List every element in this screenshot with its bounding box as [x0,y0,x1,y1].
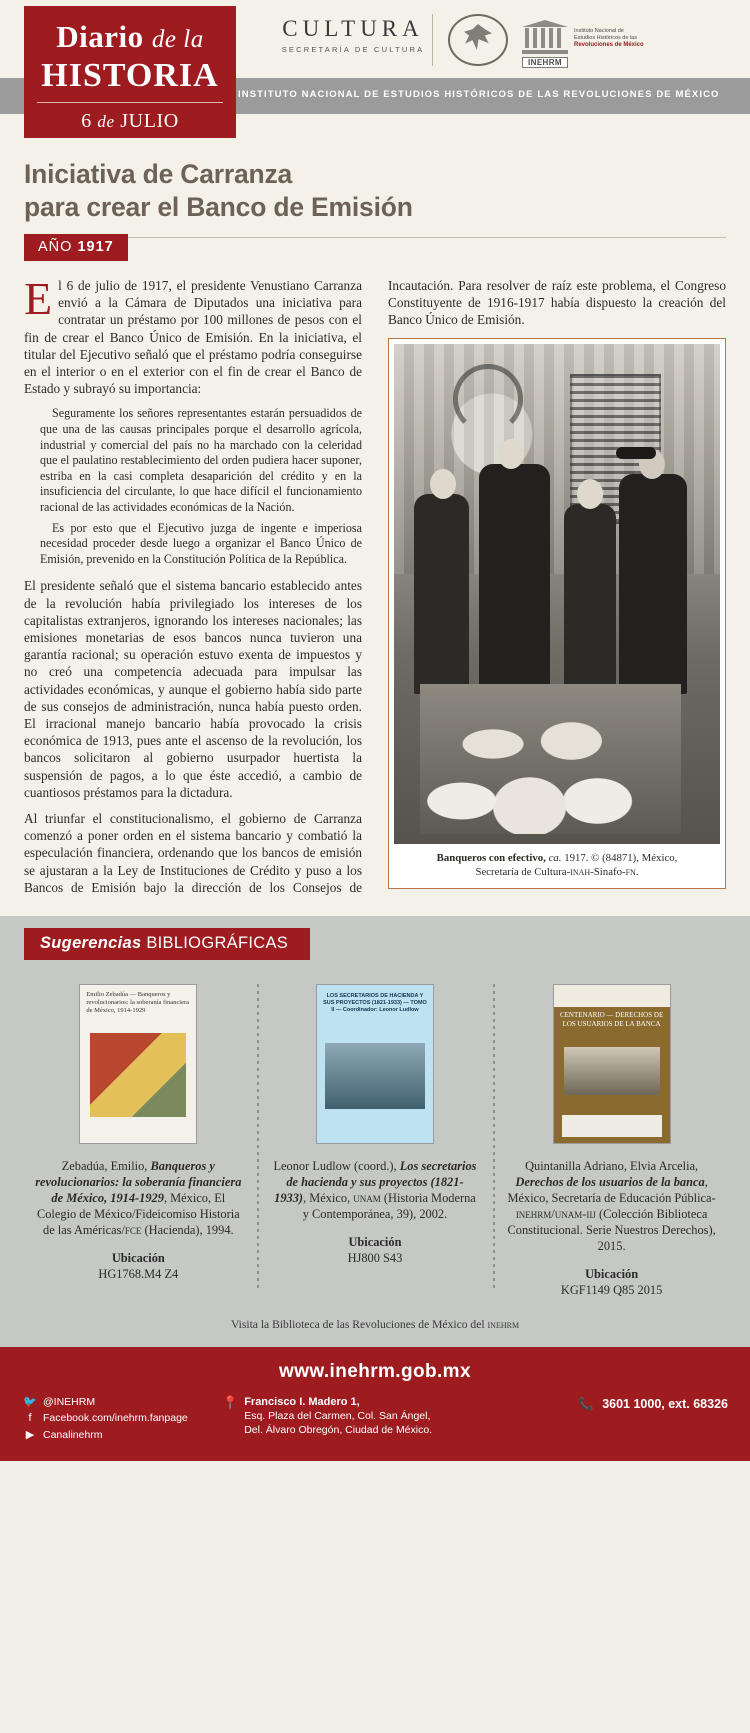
article-paragraph-2: El presidente señaló que el sistema bancario establecido antes de la revolución había privilegiado los intereses de los capitalistas extranjeros, ignorando los intereses nacionales; las emisiones monetarias de esos bancos nunca tuvieron una garantía racional; su operación estuvo exenta de impuestos y no creó una competencia adecuada para impulsar las actividades económicas, y aunque el gobierno había sido parte de sus consejos de administración, nunca había puesto orden. El irracional manejo bancario había provocado la crisis económica de 1913, pues ante el ascenso de la revolución, los bancos solicitaron al gobierno usurpador huertista la suspensión de pagos, a lo que éste accedió, a cambio de cuantiosos préstamos para la dictadura. [24,578,362,800]
ref1-tail: (Hacienda), 1994. [141,1223,234,1238]
location-value-1: HG1768.M4 Z4 [98,1267,179,1282]
inehrm-acronym: INEHRM [522,57,568,68]
location-value-3: KGF1149 Q85 2015 [560,1283,663,1298]
biblio-location-3 [507,1266,716,1298]
year-label: AÑO [38,239,73,255]
inehrm-name-line3: Revoluciones de México [574,41,644,48]
logo-divider [37,102,223,103]
map-pin-icon: 📍 [222,1395,239,1411]
caption-ca: ca. [548,851,562,864]
building-columns [525,28,565,48]
book-cover-2-art [325,1043,425,1109]
book-cover-1-text: Emilio Zebadúa — Banqueros y revolucionarios: la soberanía financiera de México, 1914-1929 [86,991,190,1015]
photo-money-sacks [420,684,681,834]
photo-arch [453,364,523,434]
title-divider [24,237,726,238]
biblio-heading-italic: Sugerencias [40,934,142,953]
location-value-2: HJ800 S43 [347,1251,403,1266]
twitter-handle: @INEHRM [43,1395,96,1408]
logo-date-de: de [97,112,115,131]
building-roof [522,20,568,27]
facebook-icon: f [28,1412,32,1425]
book-cover-3-footer [562,1115,662,1137]
historic-photo [394,344,720,844]
blockquote-paragraph-1: Seguramente los señores representantes estarán persuadidos de que una de las causas principales porque el desarrollo agrícola, industrial y comercial del país no ha marchado con la celeridad que el paulatino restablecimiento del orden pudiera hacer suponer, estriba en la casi completa desaparición del crédito y en la insuficiencia del circulante, lo que hace difícil el funcionamiento racional de las actividades económicas de la Nación. [40,406,362,514]
page-title-line1: Iniciativa de Carranza [24,159,293,189]
youtube-link[interactable] [22,1428,222,1441]
book-cover-3-band [554,985,670,1007]
phone-number: 3601 1000, ext. 68326 [602,1397,728,1412]
facebook-handle: Facebook.com/inehrm.fanpage [43,1412,188,1425]
website-link[interactable]: www.inehrm.gob.mx [279,1361,471,1383]
logo-word-diario: Diario [56,19,144,54]
biblio-header [0,916,750,970]
photo-head-2 [498,439,524,469]
photo-hat [616,447,656,459]
inehrm-name-line1: Instituto Nacional de [574,27,624,34]
library-note [0,1312,750,1347]
book-cover-3-art [564,1047,660,1095]
ref3-title: Derechos de los usuarios de la banca [515,1175,705,1190]
logo-word-historia: HISTORIA [41,57,219,94]
library-note-inehrm: inehrm [487,1318,520,1332]
page-footer [0,1347,750,1461]
ref3-publisher: , México, Secretaría de Educación Pública- [507,1175,716,1206]
page-header [0,0,750,140]
photo-head-3 [577,479,603,509]
book-cover-2 [316,984,434,1144]
page-title [24,158,726,224]
location-label-3: Ubicación [585,1267,639,1282]
figure-caption [394,844,720,883]
inehrm-logo [522,14,722,67]
phone-block[interactable] [528,1395,728,1412]
logo-date-day: 6 [81,110,92,132]
biblio-badge [24,928,310,960]
inehrm-name-line2: Estudios Históricos de las [574,34,637,41]
ref1-publisher: , México, El Colegio de México/Fideicomiso Historia de las Américas/ [36,1191,240,1238]
caption-inah: inah [570,865,591,878]
caption-period: . [635,865,639,878]
article-blockquote [40,406,362,567]
library-note-text: Visita la Biblioteca de las Revoluciones de México del [230,1318,488,1332]
biblio-reference-1 [34,1158,243,1238]
inehrm-building-icon [522,20,568,67]
twitter-icon: 🐦 [23,1396,37,1409]
article-paragraph-1-text: l 6 de julio de 1917, el presidente Venustiano Carranza envió a la Cámara de Diputados una iniciativa para contratar un préstamo por 100 millones de pesos con el fin de crear el Banco Único de Emisión. En la iniciativa, el titular del Ejecutivo señaló que el préstamo podría conseguirse en el interior o en el exterior con el fin de crear el Banco de Estado y subrayó su importancia: [24,278,362,397]
caption-credit: 1917. © (84871), México, [564,851,678,864]
institute-strip-text: INSTITUTO NACIONAL DE ESTUDIOS HISTÓRICOS DE LAS REVOLUCIONES DE MÉXICO [238,89,720,100]
logo-date-month: JULIO [120,110,179,132]
ref1-smallcaps: fce [124,1223,142,1238]
year-badge [24,234,128,261]
social-links [22,1395,222,1445]
photo-person-4 [619,474,687,694]
ref2-smallcaps: unam [353,1191,381,1206]
year-value: 1917 [77,239,114,255]
book-cover-1 [79,984,197,1144]
footer-row [22,1395,728,1445]
ref2-title: Los secretarios de hacienda y sus proyectos (1821-1933) [274,1159,477,1206]
article-paragraph-3: Al triunfar el constitucionalismo, el gobierno de Carranza comenzó a poner orden en el sistema bancario y combatió la especulación financiera, ordenando que los bancos de emisión se ajustaran a la Ley de Instituciones de Crédito y puso a los Bancos de Emisión bajo la dirección de los Consejos de Incautación. Para resolver de raíz este problema, el Congreso Constituyente de 1916-1917 había dispuesto la creación del Banco Único de Emisión. [24,278,726,895]
ref2-author: Leonor Ludlow (coord.), [273,1159,400,1174]
photo-person-1 [414,494,469,694]
biblio-list [0,970,750,1312]
photo-head-1 [430,469,456,499]
ref2-publisher: , México, [303,1191,354,1206]
location-label-1: Ubicación [111,1251,165,1266]
cultura-subtitle: SECRETARÍA DE CULTURA [281,45,425,54]
ref1-author: Zebadúa, Emilio, [61,1159,151,1174]
ref3-smallcaps: inehrm/unam-iij [515,1207,596,1222]
ref3-tail: (Colección Biblioteca Constitucional. Serie Nuestros Derechos), 2015. [507,1207,716,1254]
building-base [522,50,568,54]
cultura-logo [278,16,428,54]
ref2-tail: (Historia Moderna y Contemporánea, 39), 2002. [302,1191,476,1222]
twitter-link[interactable] [22,1395,222,1408]
caption-fn: fn [625,865,636,878]
mexico-coat-of-arms-icon [442,10,514,70]
article-body [0,261,750,916]
address-lines [244,1395,432,1437]
caption-source: Secretaría de Cultura- [475,865,571,878]
logo-separator [432,14,433,66]
address-line-3: Del. Álvaro Obregón, Ciudad de México. [244,1424,433,1437]
caption-sinafo: -Sinafo- [590,865,626,878]
caption-title: Banqueros con efectivo, [436,851,546,864]
youtube-inehrm: inehrm [70,1428,103,1441]
biblio-item-3 [493,978,730,1298]
location-label-2: Ubicación [348,1235,402,1250]
book-cover-1-art [90,1033,186,1117]
article-paragraph-1: E l 6 de julio de 1917, el presidente Venustiano Carranza envió a la Cámara de Diputados una iniciativa para contratar un préstamo por 100 millones de pesos con el fin de crear el Banco Único de Emisión. En la iniciativa, el titular del Ejecutivo señaló que el préstamo podría conseguirse en el interior o en el exterior con el fin de crear el Banco de Estado y subrayó su importancia: [24,273,362,397]
biblio-item-2 [257,978,494,1298]
facebook-link[interactable] [22,1412,222,1424]
youtube-label: Canal [43,1428,71,1441]
biblio-reference-3 [507,1158,716,1254]
book-cover-3 [553,984,671,1144]
youtube-icon: ▶ [25,1429,35,1442]
article-figure [388,338,726,889]
biblio-reference-2 [271,1158,480,1222]
diario-de-la-historia-logo [24,6,236,138]
address-line-2: Esq. Plaza del Carmen, Col. San Ángel, [244,1410,431,1423]
phone-icon: 📞 [578,1397,594,1412]
ref1-title: Banqueros y revolucionarios: la soberanía financiera de México, 1914-1929 [35,1159,242,1206]
biblio-item-1 [20,978,257,1298]
cultura-name: CULTURA [282,16,424,41]
title-band [0,140,750,261]
photo-person-3 [564,504,616,694]
book-cover-3-text: CENTENARIO — DERECHOS DE LOS USUARIOS DE LA BANCA [559,1011,664,1029]
blockquote-paragraph-2: Es por esto que el Ejecutivo juzga de ingente e imperiosa necesidad proceder desde luego a organizar el Banco Único de Emisión, prevenido en la Constitución Política de la República. [40,520,362,566]
ref3-author: Quintanilla Adriano, Elvia Arcelia, [525,1159,699,1174]
biblio-location-1 [34,1250,243,1282]
photo-person-2 [479,464,551,694]
biblio-heading-rest: BIBLIOGRÁFICAS [146,934,289,953]
address-block [222,1395,528,1437]
address-line-1: Francisco I. Madero 1, [244,1396,360,1409]
biblio-location-2 [271,1234,480,1266]
logo-word-dela: de la [151,26,204,53]
book-cover-2-text: LOS SECRETARIOS DE HACIENDA Y SUS PROYECTOS (1821-1933) — TOMO II — Coordinador: Leonor Ludlow [323,993,427,1014]
inehrm-full-name [574,28,644,49]
page-title-line2: para crear el Banco de Emisión [24,192,413,222]
